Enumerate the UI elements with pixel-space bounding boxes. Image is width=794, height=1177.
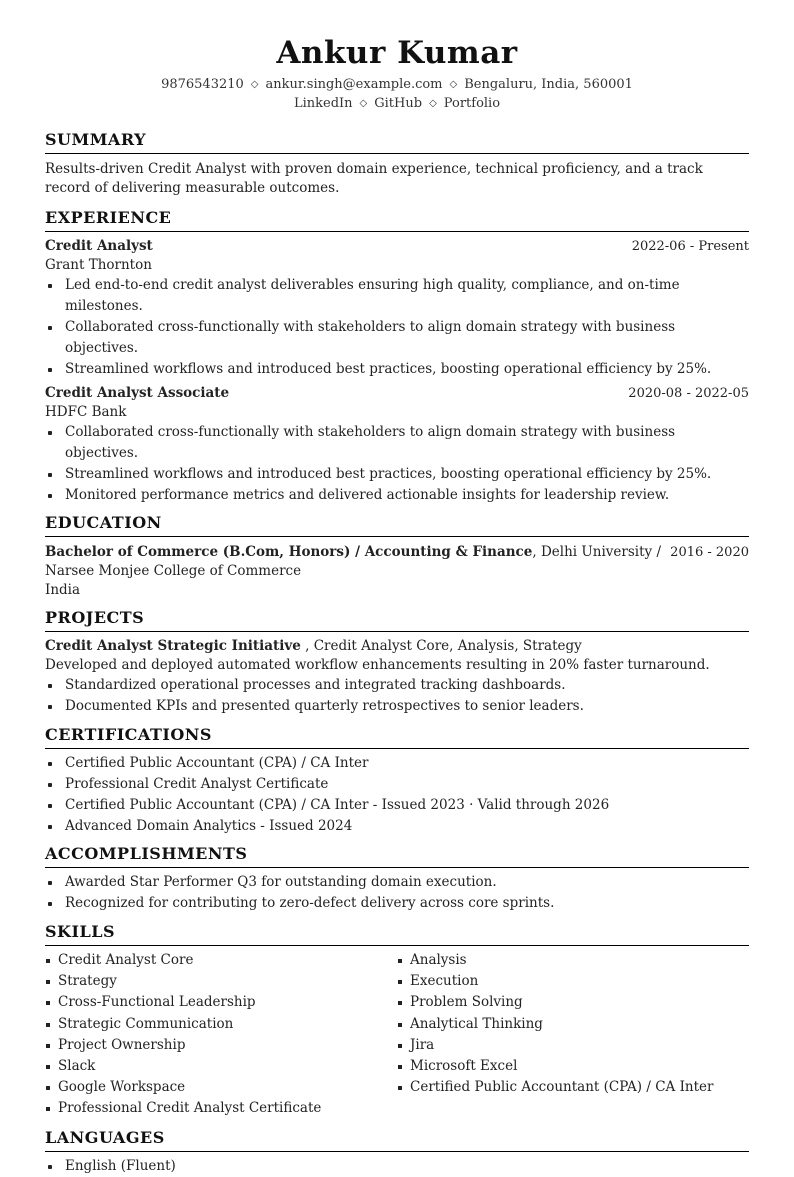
- email[interactable]: ankur.singh@example.com: [265, 77, 443, 92]
- linkedin-link[interactable]: LinkedIn: [293, 96, 353, 111]
- list-item: Documented KPIs and presented quarterly retrospectives to senior leaders.: [45, 696, 749, 717]
- project-bullets: [45, 675, 749, 717]
- skills-column-right: [397, 950, 749, 1120]
- skill-item: Credit Analyst Core: [45, 950, 397, 971]
- accomplishments-heading: ACCOMPLISHMENTS: [45, 844, 749, 868]
- skill-item: Strategy: [45, 971, 397, 992]
- skills-column-left: [45, 950, 397, 1120]
- contact-line: [45, 75, 749, 94]
- skill-item: Problem Solving: [397, 992, 749, 1013]
- education-heading: EDUCATION: [45, 513, 749, 537]
- job-title: Credit Analyst: [45, 238, 153, 254]
- accomplishments-list: [45, 872, 749, 914]
- job-dates: 2022-06 - Present: [631, 239, 749, 254]
- separator-icon: ◇: [429, 98, 437, 109]
- list-item: Collaborated cross-functionally with stakeholders to align domain strategy with business objectives.: [45, 317, 749, 359]
- education-country: India: [45, 582, 81, 598]
- school: , Delhi University /: [532, 544, 661, 560]
- skills-grid: [45, 950, 749, 1120]
- list-item: Monitored performance metrics and delivered actionable insights for leadership review.: [45, 485, 749, 506]
- skill-item: Analytical Thinking: [397, 1014, 749, 1035]
- skill-item: Google Workspace: [45, 1077, 397, 1098]
- education-entry: [45, 543, 749, 600]
- job-company: Grant Thornton: [45, 257, 152, 273]
- projects-heading: PROJECTS: [45, 608, 749, 632]
- list-item: Streamlined workflows and introduced best practices, boosting operational efficiency by 25%.: [45, 359, 749, 380]
- list-item: English (Fluent): [45, 1156, 749, 1177]
- skill-item: Project Ownership: [45, 1035, 397, 1056]
- list-item: Collaborated cross-functionally with stakeholders to align domain strategy with business objectives.: [45, 422, 749, 464]
- skill-item: Cross-Functional Leadership: [45, 992, 397, 1013]
- location: Bengaluru, India, 560001: [464, 77, 633, 92]
- separator-icon: ◇: [449, 79, 458, 90]
- school-line-2: Narsee Monjee College of Commerce: [45, 563, 302, 579]
- certifications-heading: CERTIFICATIONS: [45, 725, 749, 749]
- list-item: Professional Credit Analyst Certificate: [45, 774, 749, 795]
- skill-item: Professional Credit Analyst Certificate: [45, 1098, 397, 1119]
- job-entry: [45, 237, 749, 380]
- job-entry: [45, 384, 749, 506]
- skill-item: Jira: [397, 1035, 749, 1056]
- project-tags: , Credit Analyst Core, Analysis, Strategy: [300, 638, 582, 654]
- project-description: Developed and deployed automated workflow enhancements resulting in 20% faster turnaround.: [45, 657, 710, 673]
- project-entry: [45, 637, 749, 717]
- job-company: HDFC Bank: [45, 404, 127, 420]
- list-item: Recognized for contributing to zero-defect delivery across core sprints.: [45, 893, 749, 914]
- skill-item: Analysis: [397, 950, 749, 971]
- job-title: Credit Analyst Associate: [45, 385, 230, 401]
- experience-heading: EXPERIENCE: [45, 208, 749, 232]
- education-degree-line: [45, 543, 661, 562]
- degree: Bachelor of Commerce (B.Com, Honors) / Accounting & Finance: [45, 544, 533, 560]
- project-name: Credit Analyst Strategic Initiative: [45, 638, 301, 654]
- summary-text: Results-driven Credit Analyst with proven domain experience, technical proficiency, and a track record of delivering measurable outcomes.: [45, 161, 703, 196]
- github-link[interactable]: GitHub: [374, 96, 423, 111]
- skill-item: Slack: [45, 1056, 397, 1077]
- education-dates: 2016 - 2020: [670, 545, 749, 560]
- languages-heading: LANGUAGES: [45, 1128, 749, 1152]
- separator-icon: ◇: [250, 79, 259, 90]
- list-item: Certified Public Accountant (CPA) / CA Inter: [45, 753, 749, 774]
- list-item: Standardized operational processes and integrated tracking dashboards.: [45, 675, 749, 696]
- list-item: Streamlined workflows and introduced best practices, boosting operational efficiency by 25%.: [45, 464, 749, 485]
- candidate-name: Ankur Kumar: [276, 35, 518, 71]
- skill-item: Microsoft Excel: [397, 1056, 749, 1077]
- portfolio-link[interactable]: Portfolio: [443, 96, 501, 111]
- skill-item: Certified Public Accountant (CPA) / CA Inter: [397, 1077, 749, 1098]
- job-bullets: [45, 422, 749, 506]
- certifications-list: [45, 753, 749, 837]
- summary-heading: SUMMARY: [45, 130, 749, 154]
- list-item: Led end-to-end credit analyst deliverables ensuring high quality, compliance, and on-time milestones.: [45, 275, 749, 317]
- links-line: [45, 94, 749, 113]
- list-item: Certified Public Accountant (CPA) / CA Inter - Issued 2023 · Valid through 2026: [45, 795, 749, 816]
- separator-icon: ◇: [359, 98, 368, 109]
- list-item: Advanced Domain Analytics - Issued 2024: [45, 816, 749, 837]
- job-dates: 2020-08 - 2022-05: [628, 386, 749, 401]
- project-title-line: [45, 637, 749, 656]
- skills-heading: SKILLS: [45, 922, 749, 946]
- skill-item: Strategic Communication: [45, 1014, 397, 1035]
- languages-list: [45, 1156, 749, 1177]
- list-item: Awarded Star Performer Q3 for outstanding domain execution.: [45, 872, 749, 893]
- job-bullets: [45, 275, 749, 380]
- phone: 9876543210: [161, 77, 244, 92]
- skill-item: Execution: [397, 971, 749, 992]
- resume-page: [45, 34, 749, 1177]
